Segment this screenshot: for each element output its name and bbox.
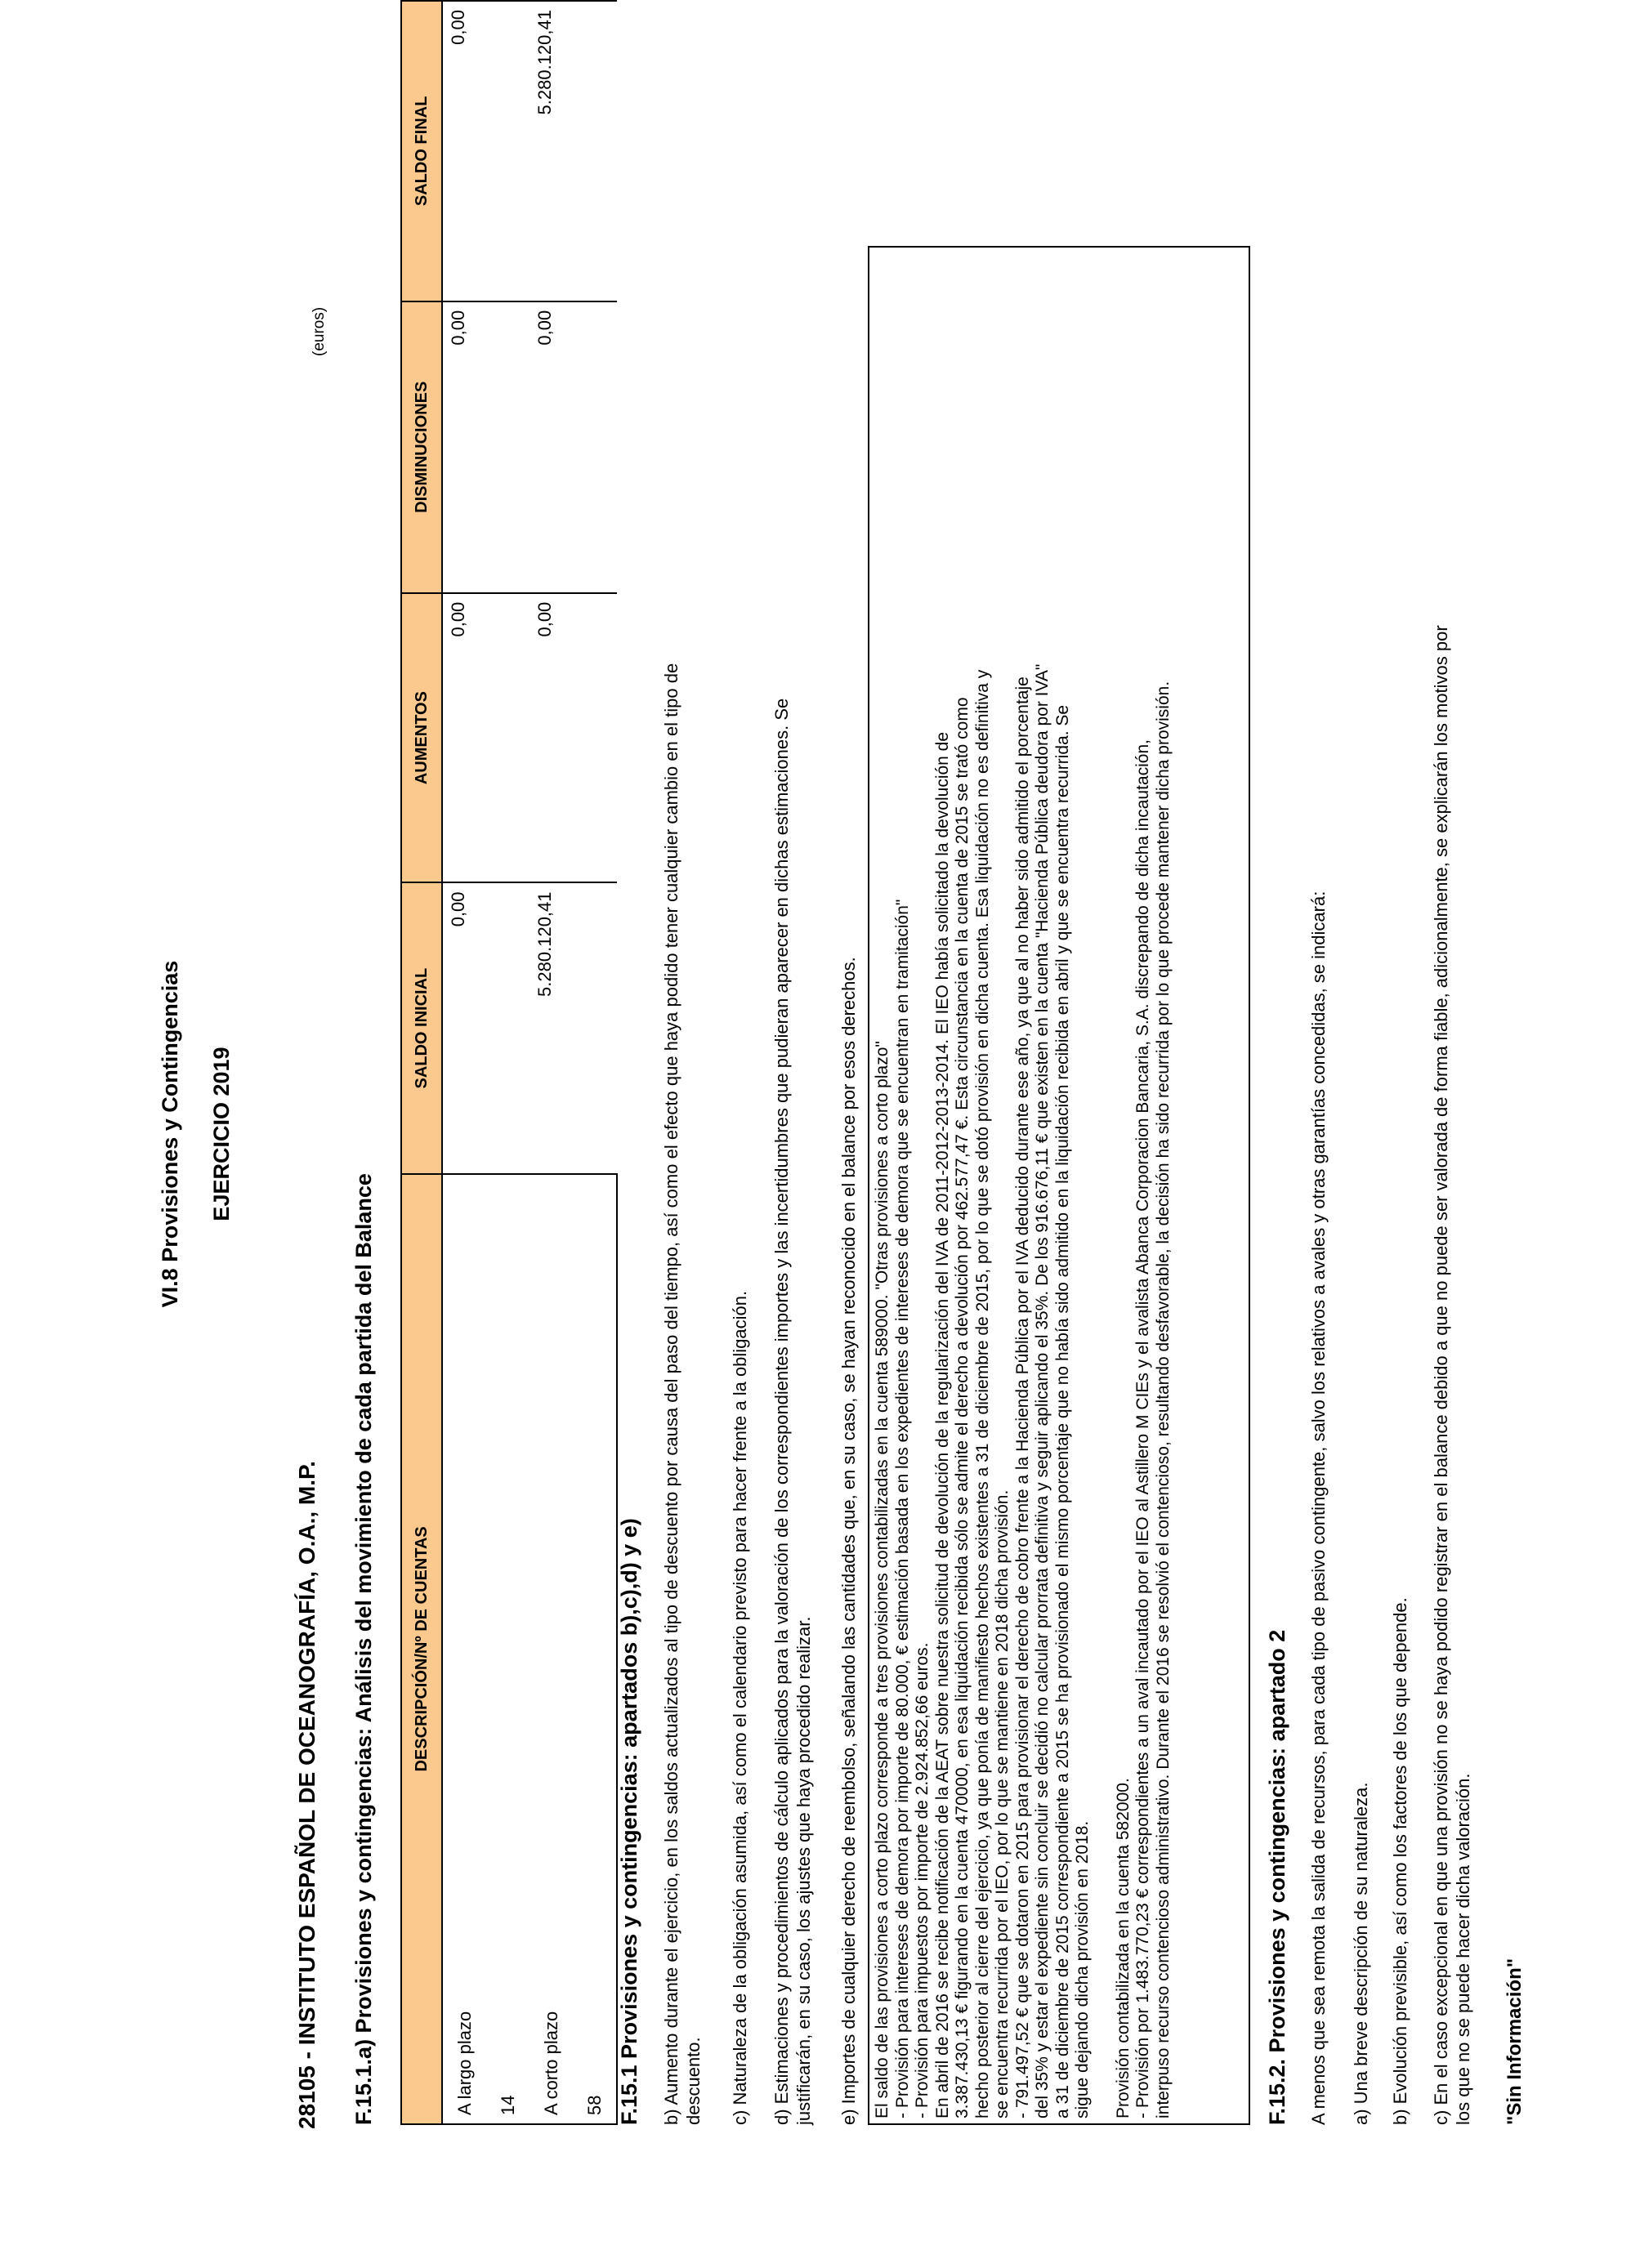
item-b-line2: descuento.: [683, 2037, 704, 2125]
item-c: c) Naturaleza de la obligación asumida, así como el calendario previsto para hacer frente a la obligación.: [730, 1290, 750, 2125]
note-line: - Provisión por 1.483.770,23 € correspondientes a un aval incautado por el IEO al Astillero M CIEs y el avalista Abanca Corporacion Bancaria, S.A. discrepando de dicha incautación,: [1133, 739, 1152, 2118]
notes-box: [868, 246, 1250, 2125]
item-2c-line1: c) En el caso excepcional en que una provisión no se haya podido registrar en el balance debido a que no puede ser valorada de forma fiable, adicionalmente, se explicarán los motivos por: [1431, 625, 1451, 2125]
note-line: Provisión contabilizada en la cuenta 582000.: [1113, 1778, 1133, 2118]
note-line: a 31 de diciembre de 2015 correspondiente a 2015 se ha provisionado el mismo porcentaje que no había sido admitido en la liquidación recibida en abril y que se encuentra recurrida. Se: [1052, 704, 1072, 2118]
page-title: VI.8 Provisiones y Contingencias: [158, 960, 182, 1308]
provisions-table: [400, 0, 618, 2125]
item-2b: b) Evolución previsible, así como los factores de los que depende.: [1390, 1597, 1410, 2125]
row-saldo-inicial: 0,00: [442, 882, 530, 1173]
section-b-title: F.15.1 Provisiones y contingencias: apartados b),c),d) y e): [617, 1518, 641, 2125]
note-line: se encuentra recurrida por el IEO, por lo que se mantiene en 2018 dicha provisión.: [993, 1489, 1012, 2118]
note-line: 3.387.430,13 € figurando en la cuenta 470000, en esa liquidación recibida sólo se admite el derecho a devolución por 462.577,47 €. Esta circunstancia en la cuenta de 2015 se trató como: [953, 697, 972, 2118]
item-d-line1: d) Estimaciones y procedimientos de cálculo aplicados para la valoración de los correspondientes importes y las incertidumbres que pudieran aparecer en dichas estimaciones. Se: [771, 698, 792, 2125]
entity-name: 28105 - INSTITUTO ESPAÑOL DE OCEANOGRAFÍA, O.A., M.P.: [294, 1461, 319, 2129]
row-disminuciones: 0,00: [442, 301, 530, 593]
note-line: - Provisión para impuestos por importe de 2.924.852,66 euros.: [913, 1642, 932, 2118]
note-line: interpuso recurso contencioso administrativo. Durante el 2016 se resolvió el contencioso, resultando desfavorable, la decisión ha sido recurrida por lo que procede mantener dicha provisión.: [1153, 681, 1173, 2118]
col-header-disminuciones: DISMINUCIONES: [401, 301, 442, 593]
table-header-row: [401, 1, 442, 2124]
row-disminuciones: 0,00: [530, 301, 617, 593]
item-e: e) Importes de cualquier derecho de reembolso, señalando las cantidades que, en su caso, se hayan reconocido en el balance por esos derechos.: [838, 957, 859, 2125]
note-line: - 791.497,52 € que se dotaron en 2015 para provisionar el derecho de cobro frente a la Hacienda Pública por el IVA deducido durante ese año, ya que al no haber sido admitido el porcentaje: [1012, 676, 1032, 2118]
row-aumentos: 0,00: [530, 593, 617, 883]
note-line: En abril de 2016 se recibe notificación de la AEAT sobre nuestra solicitud de devolución de la regularización del IVA de 2011-2012-2013-2014. El IEO había solicitado la devolución de: [932, 731, 952, 2118]
col-header-saldo-final: SALDO FINAL: [401, 1, 442, 301]
item-d-line2: justificarán, en su caso, los ajustes que haya procedido realizar.: [793, 1616, 814, 2125]
col-header-description: DESCRIPCIÓN/Nº DE CUENTAS: [401, 1174, 442, 2124]
row-saldo-inicial: 5.280.120,41: [530, 882, 617, 1173]
row-account-code: 58: [573, 1174, 617, 2124]
table-row: [530, 1, 573, 2124]
exercise-title: EJERCICIO 2019: [209, 1047, 234, 1221]
row-saldo-final: 0,00: [442, 1, 530, 301]
item-2a: a) Una breve descripción de su naturaleza.: [1351, 1782, 1371, 2125]
item-2c-line2: los que no se puede hacer dicha valoración.: [1453, 1773, 1473, 2125]
section-a-title: F.15.1.a) Provisiones y contingencias: Análisis del movimiento de cada partida del Balance: [351, 1173, 376, 2125]
table-row: [442, 1, 486, 2124]
no-information-label: "Sin Información": [1504, 1958, 1526, 2125]
section-2-title: F.15.2. Provisiones y contingencias: apartado 2: [1265, 1629, 1289, 2125]
note-line: - Provisión para intereses de demora por importe de 80.000, € estimación basada en los expedientes de intereses de demora que se encuentran en tramitación": [892, 899, 912, 2118]
note-line: del 35% y estar el expediente sin concluir se decidió no calcular prorrata definitiva y seguir aplicando el 35%. De los 916.676,11 € que existen en la cuenta "Hacienda Pública deudora por IVA": [1033, 663, 1052, 2118]
units-label: (euros): [311, 306, 328, 356]
col-header-saldo-inicial: SALDO INICIAL: [401, 882, 442, 1173]
row-saldo-final: 5.280.120,41: [530, 1, 617, 301]
note-line: hecho posterior al cierre del ejercicio, ya que ponía de manifiesto hechos existentes a 31 de diciembre de 2015, por lo que se dotó provisión en dicha cuenta. Esa liquidación no es definitiva y: [972, 669, 992, 2118]
row-account-code: 14: [486, 1174, 530, 2124]
row-aumentos: 0,00: [442, 593, 530, 883]
row-description: A largo plazo: [442, 1174, 486, 2124]
col-header-aumentos: AUMENTOS: [401, 593, 442, 883]
note-line: El saldo de las provisiones a corto plazo corresponde a tres provisiones contabilizadas en la cuenta 589000. "Otras provisiones a corto plazo": [873, 1041, 891, 2118]
section-2-intro: A menos que sea remota la salida de recursos, para cada tipo de pasivo contingente, salvo los relativos a avales y otras garantías concedidas, se indicará:: [1308, 891, 1329, 2125]
note-line: sigue dejando dicha provisión en 2018.: [1073, 1820, 1092, 2118]
row-description: A corto plazo: [530, 1174, 573, 2124]
item-b-line1: b) Aumento durante el ejercicio, en los saldos actualizados al tipo de descuento por causa del paso del tiempo, así como el efecto que haya podido tener cualquier cambio en el tipo de: [661, 663, 681, 2125]
